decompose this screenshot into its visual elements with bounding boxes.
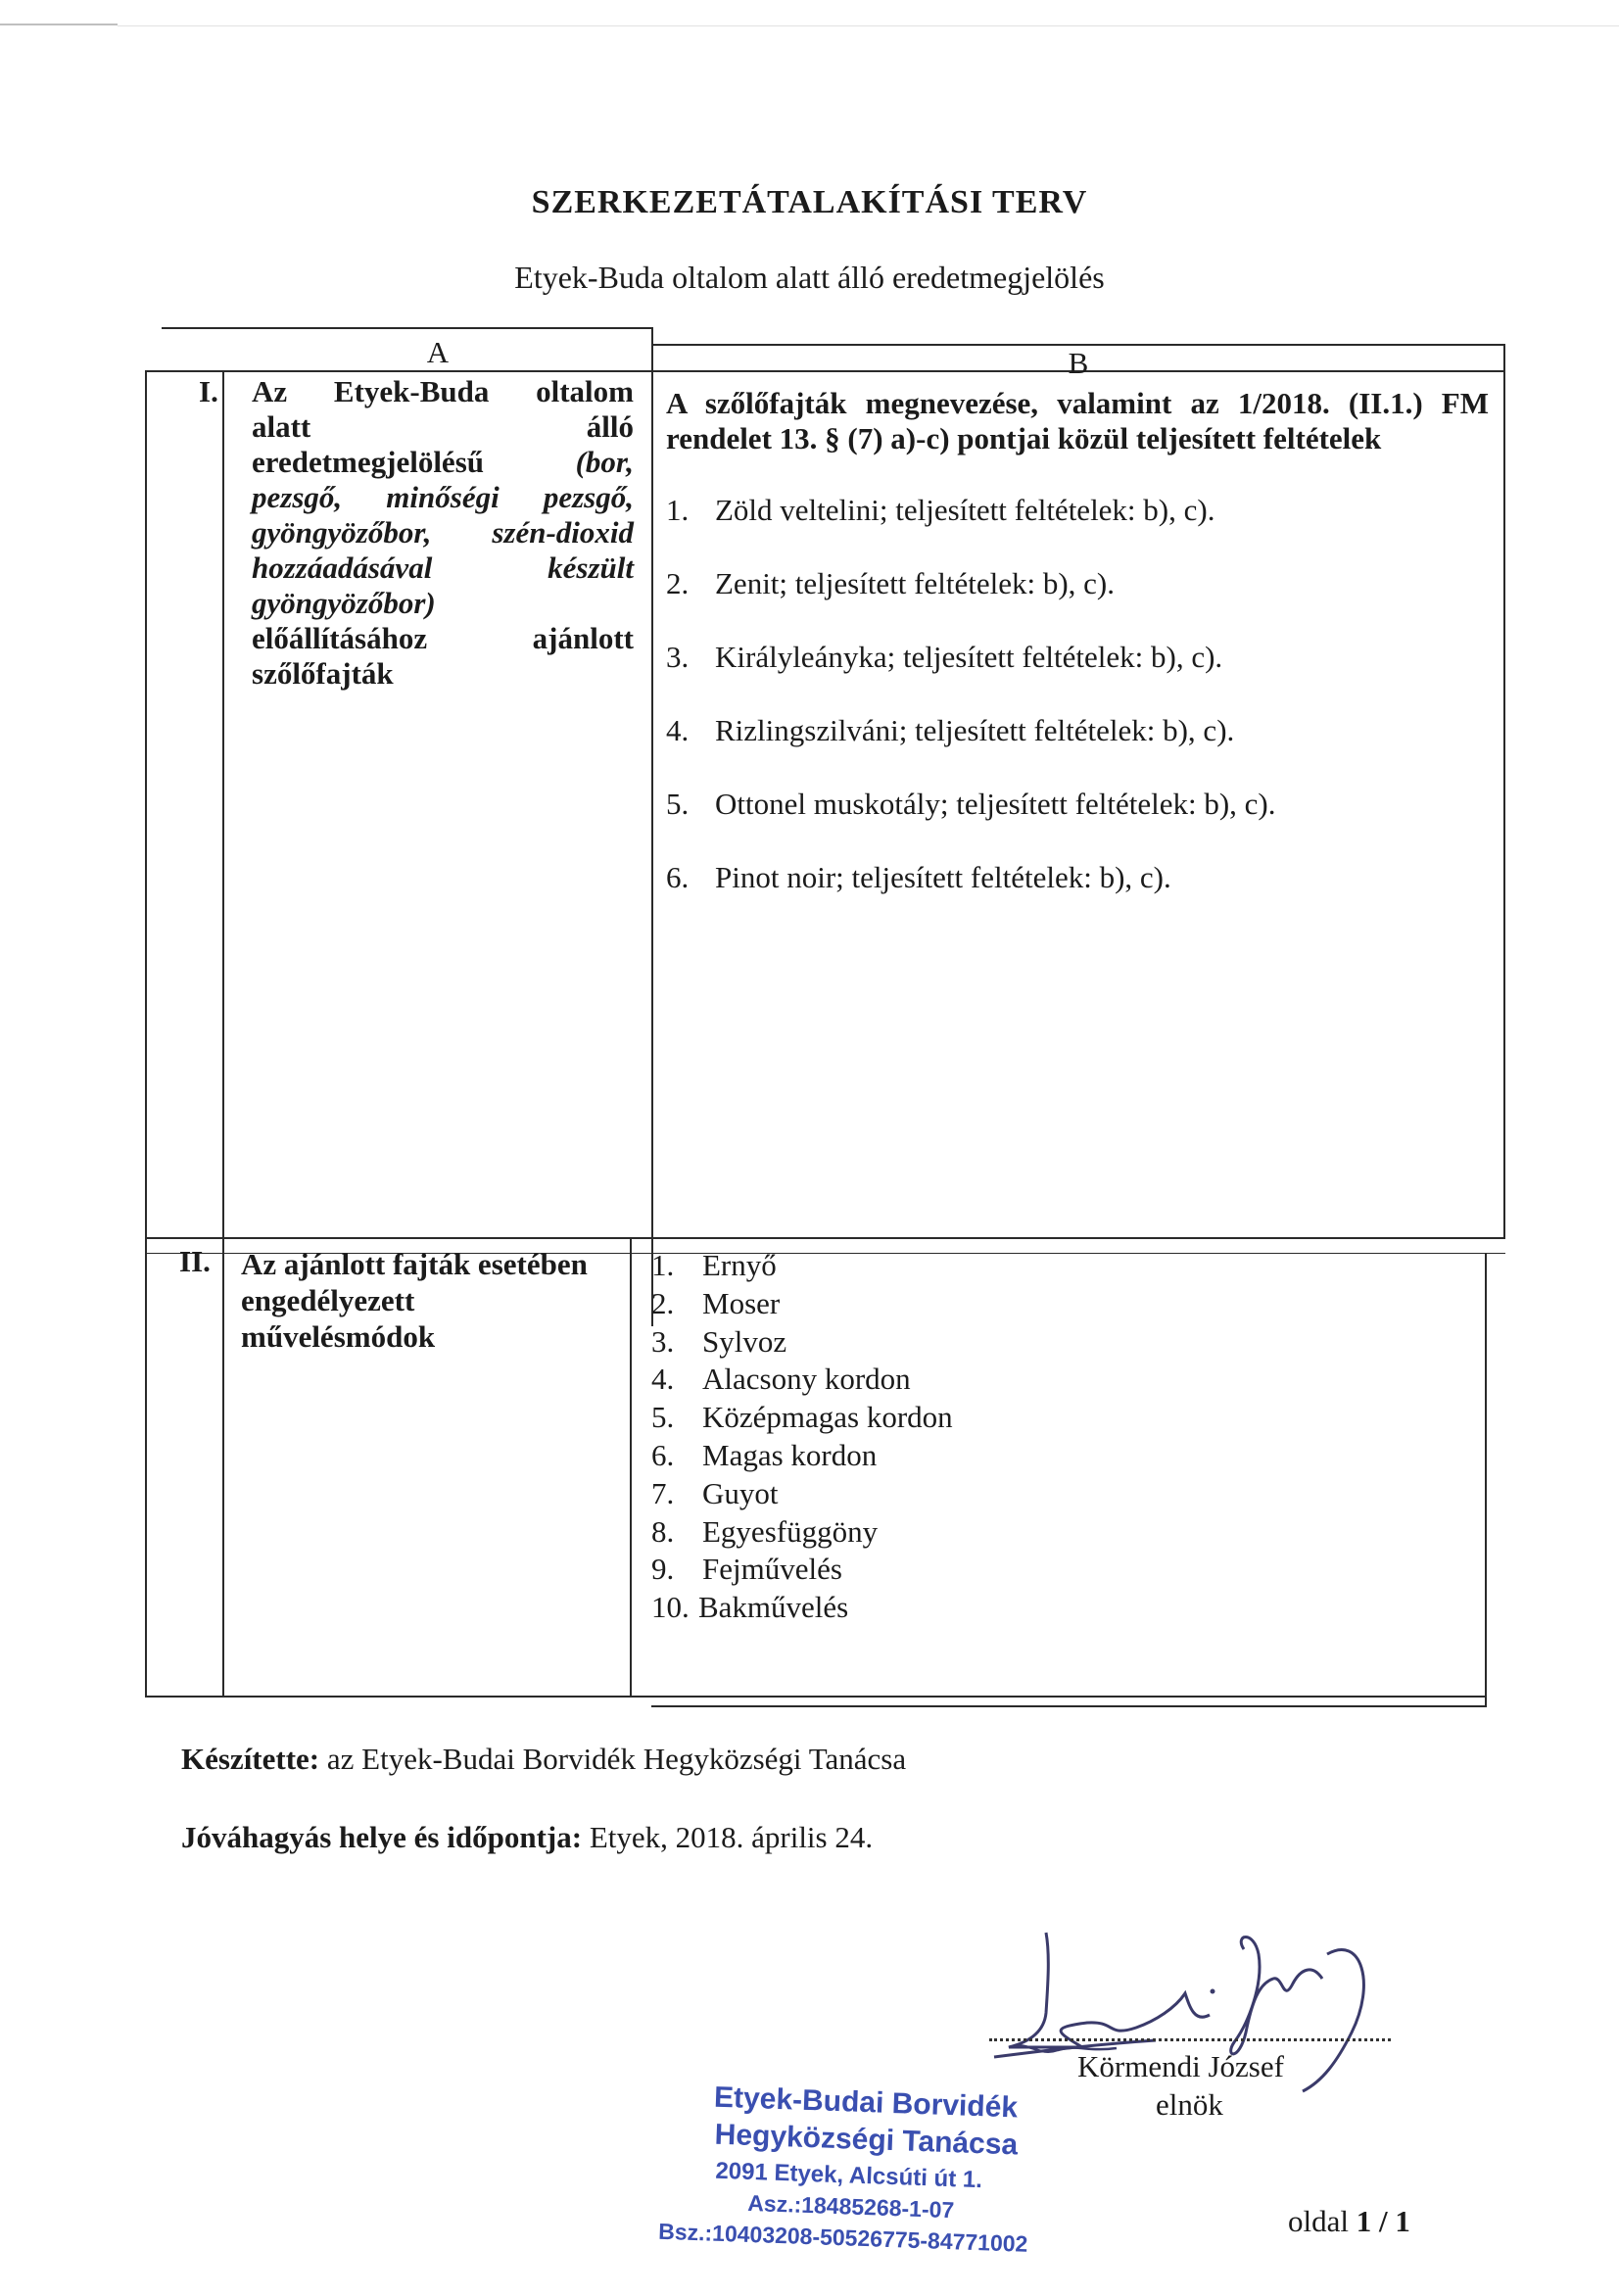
list-item-number: 1.	[666, 493, 690, 527]
list-item-text: Guyot	[702, 1475, 779, 1510]
list-item-number: 9.	[651, 1552, 675, 1587]
list-item-text: Alacsony kordon	[702, 1362, 911, 1397]
row2-b-list-item	[651, 1362, 911, 1397]
stamp-line: Bsz.:10403208-50526775-84771002	[657, 2218, 1028, 2257]
row2-b-list-item	[651, 1552, 842, 1587]
row1-a-word: minőségi	[386, 480, 500, 514]
list-item-number: 3.	[651, 1323, 675, 1359]
row-number-i: I.	[199, 374, 218, 408]
row1-column-a-text	[252, 374, 634, 692]
list-item-number: 5.	[666, 787, 690, 821]
row1-a-word: szőlőfajták	[252, 656, 394, 691]
list-item-text: Pinot noir; teljesített feltételek: b), c).	[715, 860, 1171, 894]
row1-a-word: pezsgő,	[252, 480, 343, 514]
list-item-number: 2.	[666, 566, 690, 600]
page-number	[1288, 2204, 1410, 2239]
row1-b-heading-line2: rendelet 13. § (7) a)-c) pontjai közül teljesített feltételek	[666, 421, 1382, 455]
stamp-line: Hegyközségi Tanácsa	[714, 2118, 1019, 2162]
row1-a-word: szén-dioxid	[492, 515, 634, 550]
row2-b-list-item	[651, 1514, 878, 1550]
row1-a-line	[252, 621, 634, 656]
row1-a-word: eredetmegjelölésű	[252, 445, 484, 479]
row1-a-line	[252, 480, 634, 515]
row1-a-line	[252, 409, 634, 445]
stamp-line: Etyek-Budai Borvidék	[713, 2081, 1019, 2125]
list-item-text: Egyesfüggöny	[702, 1513, 879, 1549]
document-title: SZERKEZETÁTALAKÍTÁSI TERV	[531, 184, 1088, 220]
approval-value: Etyek, 2018. április 24.	[582, 1820, 874, 1854]
row2-b-list-item	[651, 1476, 779, 1511]
row1-a-line	[252, 550, 634, 586]
row2-column-a-text	[241, 1246, 633, 1355]
row-number-ii: II.	[179, 1244, 211, 1278]
row2-b-list-item	[651, 1324, 786, 1360]
list-item-text: Bakművelés	[698, 1590, 849, 1625]
list-item-number: 2.	[651, 1285, 675, 1320]
signer-name: Körmendi József	[1077, 2049, 1284, 2083]
grid-line	[145, 370, 147, 1698]
row1-a-line	[252, 586, 634, 621]
prepared-by-label: Készítette:	[181, 1742, 320, 1776]
list-item-text: Királyleányka; teljesített feltételek: b), c).	[715, 640, 1223, 674]
row1-a-line	[252, 374, 634, 409]
row1-b-list-item	[666, 860, 1171, 895]
official-stamp	[655, 2080, 1073, 2295]
row1-a-word: alatt	[252, 409, 311, 444]
row1-a-word: oltalom	[536, 374, 634, 408]
row1-a-word: Az	[252, 374, 288, 408]
document-subtitle: Etyek-Buda oltalom alatt álló eredetmegjelölés	[514, 260, 1105, 295]
grid-line	[222, 370, 224, 1698]
list-item-number: 5.	[651, 1400, 675, 1435]
list-item-text: Magas kordon	[702, 1438, 878, 1472]
column-a-header: A	[426, 335, 450, 369]
grid-line	[145, 1237, 1505, 1239]
grid-line	[1485, 1253, 1487, 1707]
row2-b-list-item	[651, 1400, 953, 1435]
row1-a-word: készült	[548, 550, 634, 585]
row1-a-word: gyöngyözőbor,	[252, 515, 432, 550]
stamp-line: 2091 Etyek, Alcsúti út 1.	[715, 2157, 983, 2194]
row1-b-list-item	[666, 493, 1214, 528]
stamp-line: Asz.:18485268-1-07	[746, 2189, 955, 2224]
grid-line	[145, 1696, 1486, 1698]
grid-line	[1503, 344, 1505, 1238]
row2-a-line: Az ajánlott fajták esetében	[241, 1247, 588, 1281]
row1-b-list-item	[666, 787, 1275, 822]
approval-label: Jóváhagyás helye és időpontja:	[181, 1820, 583, 1854]
list-item-number: 7.	[651, 1475, 675, 1510]
prepared-by	[181, 1742, 906, 1777]
row2-b-list-item	[651, 1438, 877, 1473]
row1-a-word: ajánlott	[532, 621, 634, 655]
scan-top-line	[0, 24, 118, 25]
row2-b-list-item	[651, 1286, 780, 1321]
row1-column-b-heading	[666, 386, 1489, 456]
grid-line	[162, 327, 651, 329]
row1-a-word: pezsgő,	[543, 480, 634, 514]
prepared-by-value: az Etyek-Budai Borvidék Hegyközségi Tanácsa	[319, 1742, 907, 1776]
row2-b-list-item	[651, 1590, 848, 1625]
list-item-number: 1.	[651, 1248, 675, 1282]
page-label: oldal	[1288, 2204, 1357, 2238]
row2-b-list-item	[651, 1248, 777, 1283]
list-item-text: Zöld veltelini; teljesített feltételek: b), c).	[715, 493, 1215, 527]
signature-line	[989, 2038, 1391, 2041]
row2-a-line: művelésmódok	[241, 1319, 436, 1354]
row1-b-list-item	[666, 713, 1234, 748]
row1-b-list-item	[666, 640, 1222, 675]
row1-a-line	[252, 445, 634, 480]
list-item-text: Moser	[702, 1285, 781, 1320]
list-item-number: 6.	[666, 860, 690, 894]
list-item-number: 6.	[651, 1438, 675, 1472]
list-item-number: 8.	[651, 1513, 675, 1549]
column-b-header: B	[1068, 346, 1089, 380]
scan-top-line-faint	[118, 25, 1619, 26]
list-item-text: Ernyő	[702, 1248, 777, 1282]
list-item-number: 3.	[666, 640, 690, 674]
row1-a-word: Etyek-Buda	[333, 374, 490, 408]
page-total: 1	[1395, 2204, 1410, 2238]
list-item-text: Fejművelés	[702, 1552, 842, 1587]
row1-a-line	[252, 515, 634, 550]
list-item-number: 4.	[651, 1362, 675, 1397]
list-item-text: Középmagas kordon	[702, 1400, 953, 1435]
grid-line	[651, 1705, 1486, 1707]
list-item-text: Sylvoz	[702, 1323, 787, 1359]
row1-a-line	[252, 656, 634, 692]
approval-info	[181, 1820, 873, 1855]
row1-a-word: álló	[586, 409, 634, 444]
list-item-text: Zenit; teljesített feltételek: b), c).	[715, 566, 1115, 600]
signer-role: elnök	[1156, 2087, 1223, 2122]
page-separator: /	[1371, 2204, 1396, 2238]
row1-a-word: hozzáadásával	[252, 550, 433, 585]
page-current: 1	[1356, 2204, 1372, 2238]
list-item-text: Rizlingszilváni; teljesített feltételek: b), c).	[715, 713, 1235, 747]
row1-a-word: előállításához	[252, 621, 428, 655]
row1-b-heading-line1: A szőlőfajták megnevezése, valamint az 1/2018. (II.1.) FM	[666, 386, 1489, 420]
row1-b-list-item	[666, 566, 1115, 601]
grid-line	[651, 327, 653, 1326]
row2-a-line: engedélyezett	[241, 1283, 415, 1317]
list-item-number: 10.	[651, 1590, 690, 1625]
list-item-text: Ottonel muskotály; teljesített feltételek: b), c).	[715, 787, 1276, 821]
row1-a-word: gyöngyözőbor)	[252, 586, 436, 620]
row1-a-word: (bor,	[575, 445, 634, 479]
list-item-number: 4.	[666, 713, 690, 747]
